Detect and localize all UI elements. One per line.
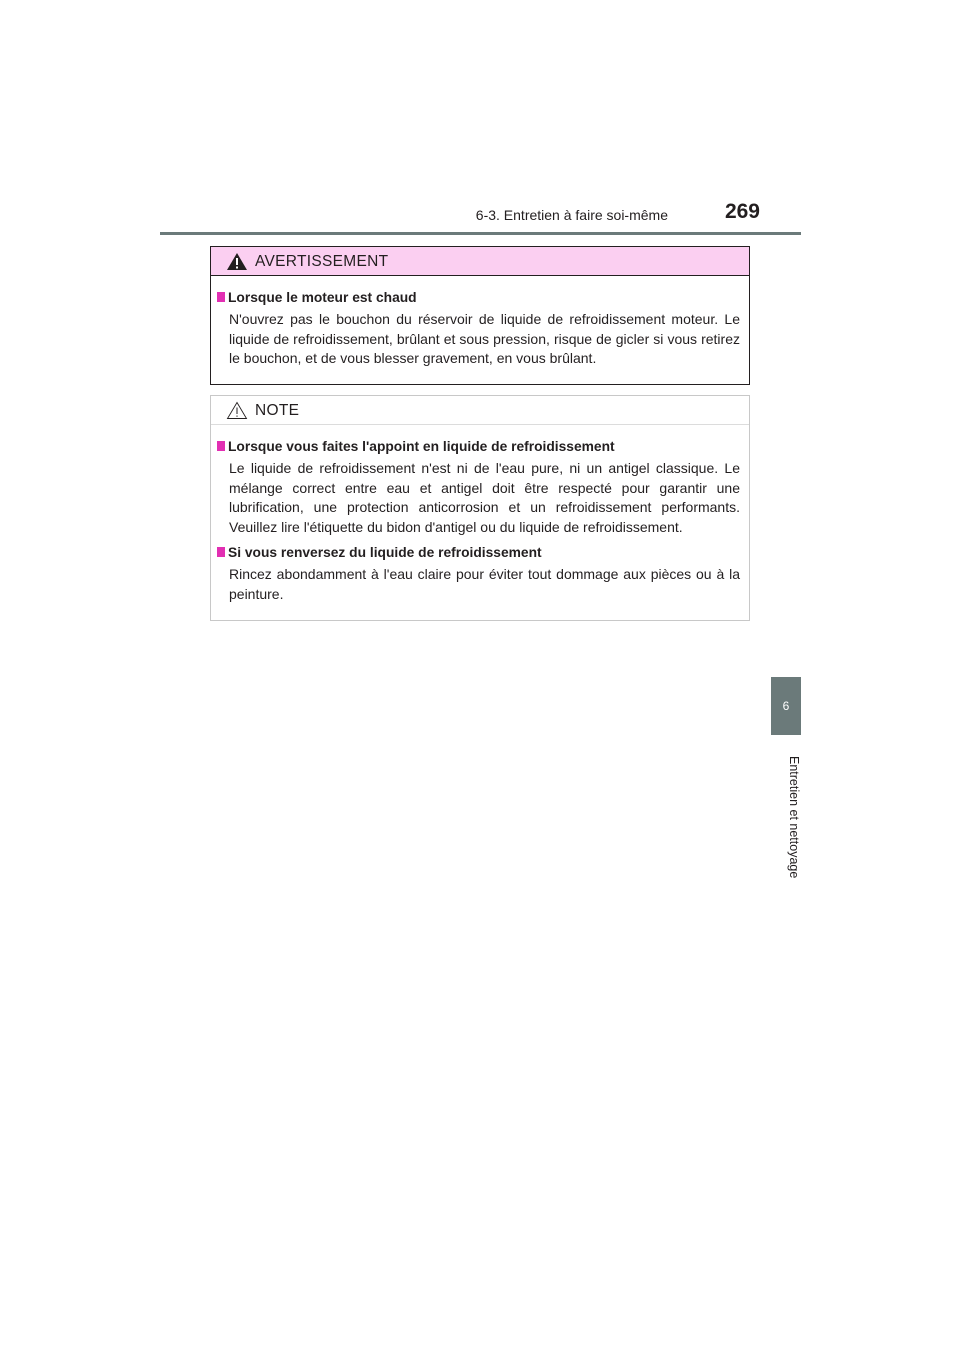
header-rule [160, 232, 801, 235]
bullet-icon [217, 441, 225, 451]
warning-box-header [211, 247, 749, 276]
note-section-heading: Si vous renversez du liquide de refroidissement [217, 543, 740, 562]
page-number: 269 [724, 200, 760, 223]
note-box-header [211, 396, 749, 425]
chapter-tab [771, 677, 801, 735]
chapter-number: 6 [782, 699, 790, 713]
bullet-icon [217, 292, 225, 302]
warning-section [217, 288, 740, 369]
warning-triangle-icon [226, 252, 248, 271]
caution-triangle-icon [226, 401, 248, 420]
note-box-title: NOTE [255, 402, 300, 419]
note-section [217, 437, 740, 537]
bullet-icon [217, 547, 225, 557]
chapter-label: Entretien et nettoyage [787, 755, 801, 879]
note-section-body: Rincez abondamment à l'eau claire pour éviter tout dommage aux pièces ou à la peinture. [229, 566, 740, 602]
note-box [210, 395, 750, 621]
section-title: 6-3. Entretien à faire soi-même [475, 207, 668, 223]
note-section-heading: Lorsque vous faites l'appoint en liquide de refroidissement [217, 437, 740, 456]
warning-section-body: N'ouvrez pas le bouchon du réservoir de liquide de refroidissement moteur. Le liquide de refroidissement, brûlant et sous pression, risque de gicler si vous retirez le bouchon, et de vous blesser gravement, en vous brûlant. [229, 311, 740, 366]
warning-box [210, 246, 750, 385]
warning-box-title: AVERTISSEMENT [255, 253, 389, 270]
note-section [217, 543, 740, 604]
warning-section-heading: Lorsque le moteur est chaud [217, 288, 740, 307]
note-section-body: Le liquide de refroidissement n'est ni de l'eau pure, ni un antigel classique. Le mélange correct entre eau et antigel doit être respecté pour garantir une lubrification, une protection anticorrosion et un refroidissement performants. Veuillez lire l'étiquette du bidon d'antigel ou du liquide de refroidissement. [229, 460, 740, 535]
